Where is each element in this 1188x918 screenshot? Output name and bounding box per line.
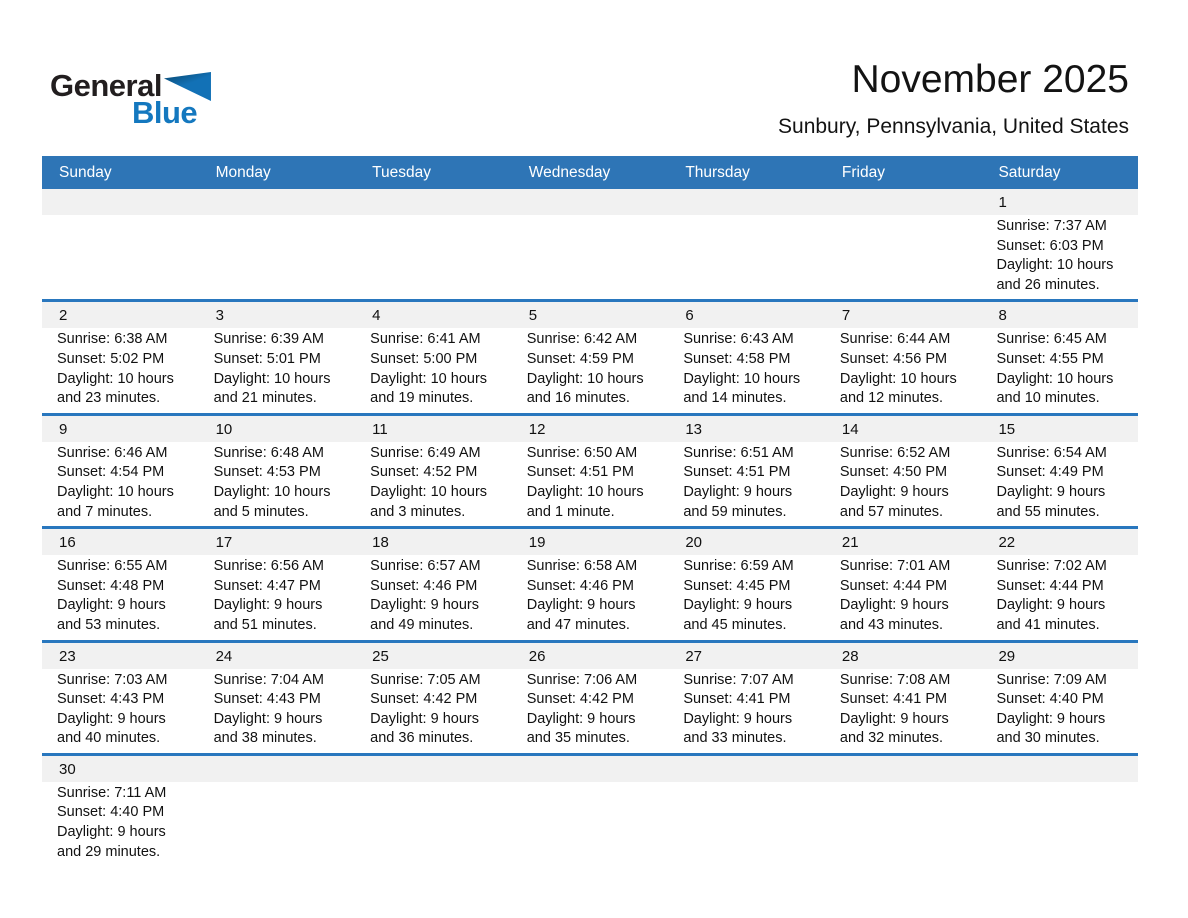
daylight-text-line2: and 16 minutes. <box>526 390 630 407</box>
daylight-text-line2: and 36 minutes. <box>370 730 474 747</box>
daylight-text-line2: and 49 minutes. <box>370 616 474 633</box>
day-info-band <box>42 442 1138 526</box>
day-cell-info <box>668 782 825 866</box>
day-cell-info <box>825 555 982 639</box>
day-number: 21 <box>841 534 859 552</box>
logo-text-blue: Blue <box>132 95 198 130</box>
day-cell-info <box>355 669 512 753</box>
day-info-band <box>42 555 1138 639</box>
daylight-text-line2: and 43 minutes. <box>839 616 944 633</box>
day-cell-info <box>668 442 825 526</box>
day-number: 18 <box>372 534 389 552</box>
day-cell-info <box>825 215 982 299</box>
day-cell-info <box>199 669 356 753</box>
daylight-text-line1: Daylight: 9 hours <box>996 710 1106 727</box>
weekday-header-row <box>42 156 1138 189</box>
day-cell-info <box>668 555 825 639</box>
day-cell-info <box>981 555 1138 639</box>
daylight-text-line2: and 1 minute. <box>526 503 615 520</box>
day-number: 9 <box>59 420 68 438</box>
sunset-text: Sunset: 5:01 PM <box>213 350 321 367</box>
sunset-text: Sunset: 6:03 PM <box>996 237 1104 254</box>
day-cell-info <box>981 215 1138 299</box>
day-number: 3 <box>215 307 224 325</box>
day-number: 14 <box>841 420 859 438</box>
day-number: 13 <box>685 420 702 438</box>
sunrise-text: Sunrise: 7:07 AM <box>683 671 794 688</box>
sunrise-text: Sunrise: 6:51 AM <box>683 444 794 461</box>
day-number: 1 <box>998 194 1007 211</box>
daylight-text-line1: Daylight: 10 hours <box>57 483 174 500</box>
sunset-text: Sunset: 4:47 PM <box>213 577 321 594</box>
sunset-text: Sunset: 4:55 PM <box>996 350 1104 367</box>
sunset-text: Sunset: 4:56 PM <box>839 350 948 367</box>
sunrise-text: Sunrise: 6:58 AM <box>526 558 638 575</box>
day-number: 27 <box>685 647 702 665</box>
sunset-text: Sunset: 4:44 PM <box>996 577 1104 594</box>
daylight-text-line1: Daylight: 9 hours <box>996 597 1106 614</box>
day-number: 26 <box>528 647 546 665</box>
week-row <box>42 526 1138 639</box>
daylight-text-line1: Daylight: 10 hours <box>57 370 174 387</box>
day-number: 15 <box>998 420 1016 438</box>
sunset-text: Sunset: 4:46 PM <box>526 577 634 594</box>
day-cell-info <box>199 215 356 299</box>
sunset-text: Sunset: 4:42 PM <box>526 691 634 708</box>
daylight-text-line2: and 40 minutes. <box>57 730 161 747</box>
daylight-text-line1: Daylight: 9 hours <box>370 597 479 614</box>
day-number <box>42 189 199 215</box>
sunset-text: Sunset: 4:52 PM <box>370 464 478 481</box>
day-cell-info <box>825 669 982 753</box>
daylight-text-line2: and 26 minutes. <box>996 276 1100 293</box>
daylight-text-line1: Daylight: 9 hours <box>213 597 323 614</box>
day-number <box>825 189 982 215</box>
day-cell-info <box>42 555 199 639</box>
weekday-header-wednesday: Wednesday <box>528 163 611 181</box>
daylight-text-line1: Daylight: 10 hours <box>526 370 644 387</box>
day-cell-info <box>981 328 1138 412</box>
daylight-text-line2: and 57 minutes. <box>839 503 944 520</box>
day-info-band <box>42 782 1138 866</box>
week-row <box>42 299 1138 412</box>
day-cell-info <box>355 782 512 866</box>
sunrise-text: Sunrise: 7:04 AM <box>213 671 324 688</box>
day-number-band <box>42 643 1138 669</box>
day-cell-info <box>355 215 512 299</box>
day-cell-info <box>42 442 199 526</box>
daylight-text-line2: and 21 minutes. <box>213 390 317 407</box>
sunrise-text: Sunrise: 7:06 AM <box>526 671 638 688</box>
day-number <box>199 756 356 782</box>
day-number: 2 <box>59 307 68 325</box>
sunrise-text: Sunrise: 6:55 AM <box>57 558 168 575</box>
sunset-text: Sunset: 4:51 PM <box>683 464 791 481</box>
sunset-text: Sunset: 4:51 PM <box>526 464 634 481</box>
daylight-text-line2: and 59 minutes. <box>683 503 787 520</box>
day-number: 19 <box>528 534 546 552</box>
daylight-text-line1: Daylight: 9 hours <box>683 710 793 727</box>
day-number: 8 <box>998 307 1007 325</box>
sunrise-text: Sunrise: 7:05 AM <box>370 671 481 688</box>
sunset-text: Sunset: 4:40 PM <box>57 804 165 821</box>
daylight-text-line1: Daylight: 9 hours <box>57 597 166 614</box>
daylight-text-line2: and 47 minutes. <box>526 616 630 633</box>
daylight-text-line2: and 23 minutes. <box>57 390 161 407</box>
sunrise-text: Sunrise: 6:52 AM <box>839 444 951 461</box>
sunset-text: Sunset: 4:46 PM <box>370 577 478 594</box>
daylight-text-line1: Daylight: 10 hours <box>839 370 957 387</box>
day-number-band <box>42 302 1138 328</box>
day-cell-info <box>199 782 356 866</box>
day-cell-info <box>512 669 669 753</box>
day-cell-info <box>355 328 512 412</box>
sunset-text: Sunset: 4:49 PM <box>996 464 1104 481</box>
sunrise-text: Sunrise: 7:11 AM <box>57 784 167 801</box>
daylight-text-line1: Daylight: 10 hours <box>213 483 331 500</box>
day-number: 5 <box>528 307 538 325</box>
sunset-text: Sunset: 4:48 PM <box>57 577 165 594</box>
day-number-band <box>42 756 1138 782</box>
day-cell-info <box>42 782 199 866</box>
daylight-text-line2: and 30 minutes. <box>996 730 1100 747</box>
sunset-text: Sunset: 4:43 PM <box>57 691 165 708</box>
sunset-text: Sunset: 4:44 PM <box>839 577 948 594</box>
day-number <box>512 756 669 782</box>
daylight-text-line1: Daylight: 10 hours <box>996 370 1114 387</box>
day-number: 6 <box>685 307 694 325</box>
sunset-text: Sunset: 5:00 PM <box>370 350 478 367</box>
daylight-text-line1: Daylight: 10 hours <box>370 483 488 500</box>
daylight-text-line1: Daylight: 9 hours <box>526 597 636 614</box>
sunset-text: Sunset: 5:02 PM <box>57 350 165 367</box>
day-cell-info <box>199 442 356 526</box>
day-cell-info <box>668 669 825 753</box>
sunrise-text: Sunrise: 7:37 AM <box>996 218 1107 234</box>
daylight-text-line1: Daylight: 10 hours <box>996 257 1114 274</box>
week-row <box>42 753 1138 866</box>
daylight-text-line2: and 33 minutes. <box>683 730 787 747</box>
daylight-text-line2: and 3 minutes. <box>370 503 466 520</box>
day-number: 20 <box>685 534 702 552</box>
sunrise-text: Sunrise: 6:50 AM <box>526 444 638 461</box>
page-subtitle: Sunbury, Pennsylvania, United States <box>778 115 1129 138</box>
daylight-text-line2: and 41 minutes. <box>996 616 1100 633</box>
day-number-band <box>42 416 1138 442</box>
daylight-text-line2: and 12 minutes. <box>839 390 944 407</box>
day-cell-info <box>42 669 199 753</box>
day-info-band <box>42 669 1138 753</box>
week-row <box>42 640 1138 753</box>
day-number <box>199 189 356 215</box>
sunset-text: Sunset: 4:45 PM <box>683 577 791 594</box>
daylight-text-line1: Daylight: 9 hours <box>370 710 479 727</box>
day-cell-info <box>42 215 199 299</box>
daylight-text-line1: Daylight: 9 hours <box>839 710 949 727</box>
sunrise-text: Sunrise: 6:41 AM <box>370 331 481 348</box>
day-cell-info <box>199 555 356 639</box>
day-cell-info <box>199 328 356 412</box>
daylight-text-line2: and 55 minutes. <box>996 503 1100 520</box>
sunrise-text: Sunrise: 6:45 AM <box>996 331 1107 348</box>
daylight-text-line1: Daylight: 9 hours <box>839 597 949 614</box>
day-number: 16 <box>59 534 76 552</box>
day-cell-info <box>355 442 512 526</box>
day-number: 17 <box>215 534 233 552</box>
sunset-text: Sunset: 4:58 PM <box>683 350 791 367</box>
day-cell-info <box>512 555 669 639</box>
sunrise-text: Sunrise: 6:54 AM <box>996 444 1107 461</box>
daylight-text-line1: Daylight: 9 hours <box>213 710 323 727</box>
daylight-text-line2: and 29 minutes. <box>57 843 161 860</box>
day-cell-info <box>512 215 669 299</box>
sunrise-text: Sunrise: 6:38 AM <box>57 331 168 348</box>
day-cell-info <box>825 442 982 526</box>
daylight-text-line1: Daylight: 9 hours <box>683 483 793 500</box>
day-number <box>355 756 512 782</box>
day-number: 22 <box>998 534 1016 552</box>
daylight-text-line2: and 10 minutes. <box>996 390 1100 407</box>
sunrise-text: Sunrise: 7:02 AM <box>996 558 1107 575</box>
daylight-text-line1: Daylight: 9 hours <box>996 483 1106 500</box>
calendar-grid <box>42 156 1138 866</box>
daylight-text-line1: Daylight: 10 hours <box>683 370 801 387</box>
daylight-text-line2: and 19 minutes. <box>370 390 474 407</box>
sunset-text: Sunset: 4:42 PM <box>370 691 478 708</box>
day-cell-info <box>981 442 1138 526</box>
weekday-header-friday: Friday <box>841 163 885 181</box>
day-cell-info <box>981 782 1138 866</box>
day-number <box>355 189 512 215</box>
daylight-text-line1: Daylight: 9 hours <box>526 710 636 727</box>
daylight-text-line2: and 32 minutes. <box>839 730 944 747</box>
day-info-band <box>42 215 1138 299</box>
day-number-band <box>42 189 1138 215</box>
daylight-text-line1: Daylight: 10 hours <box>526 483 644 500</box>
day-number: 24 <box>215 647 233 665</box>
day-cell-info <box>668 328 825 412</box>
day-number <box>981 756 1138 782</box>
sunrise-text: Sunrise: 6:57 AM <box>370 558 481 575</box>
day-number <box>668 189 825 215</box>
sunrise-text: Sunrise: 6:56 AM <box>213 558 324 575</box>
sunrise-text: Sunrise: 6:48 AM <box>213 444 324 461</box>
day-number: 7 <box>841 307 851 325</box>
day-number: 11 <box>372 420 388 438</box>
day-cell-info <box>825 782 982 866</box>
daylight-text-line2: and 35 minutes. <box>526 730 630 747</box>
title-block <box>778 57 1129 139</box>
day-cell-info <box>825 328 982 412</box>
daylight-text-line1: Daylight: 9 hours <box>57 710 166 727</box>
day-info-band <box>42 328 1138 412</box>
sunset-text: Sunset: 4:54 PM <box>57 464 165 481</box>
daylight-text-line1: Daylight: 9 hours <box>839 483 949 500</box>
weekday-header-thursday: Thursday <box>685 163 750 181</box>
day-number-band <box>42 529 1138 555</box>
day-cell-info <box>512 782 669 866</box>
general-blue-logo <box>50 68 270 130</box>
sunset-text: Sunset: 4:59 PM <box>526 350 634 367</box>
daylight-text-line2: and 7 minutes. <box>57 503 153 520</box>
day-number: 30 <box>59 760 76 778</box>
day-number: 12 <box>528 420 546 438</box>
week-row <box>42 189 1138 299</box>
sunrise-text: Sunrise: 6:42 AM <box>526 331 638 348</box>
day-number: 4 <box>372 307 381 325</box>
day-cell-info <box>355 555 512 639</box>
sunset-text: Sunset: 4:43 PM <box>213 691 321 708</box>
daylight-text-line2: and 53 minutes. <box>57 616 161 633</box>
sunset-text: Sunset: 4:40 PM <box>996 691 1104 708</box>
sunrise-text: Sunrise: 6:43 AM <box>683 331 794 348</box>
daylight-text-line1: Daylight: 9 hours <box>683 597 793 614</box>
weeks-container <box>42 189 1138 866</box>
sunrise-text: Sunrise: 7:03 AM <box>57 671 168 688</box>
page-title: November 2025 <box>851 58 1129 101</box>
sunset-text: Sunset: 4:41 PM <box>683 691 791 708</box>
sunset-text: Sunset: 4:50 PM <box>839 464 948 481</box>
day-cell-info <box>512 328 669 412</box>
weekday-header-tuesday: Tuesday <box>372 163 432 181</box>
day-cell-info <box>512 442 669 526</box>
daylight-text-line2: and 51 minutes. <box>213 616 317 633</box>
day-number: 23 <box>59 647 76 665</box>
day-cell-info <box>981 669 1138 753</box>
sunrise-text: Sunrise: 7:09 AM <box>996 671 1107 688</box>
weekday-header-monday: Monday <box>215 163 271 181</box>
day-number: 10 <box>215 420 233 438</box>
logo-text-general: General <box>50 68 162 103</box>
day-number: 28 <box>841 647 859 665</box>
sunrise-text: Sunrise: 6:46 AM <box>57 444 168 461</box>
day-cell-info <box>42 328 199 412</box>
weekday-header-saturday: Saturday <box>998 163 1061 181</box>
daylight-text-line1: Daylight: 10 hours <box>213 370 331 387</box>
day-number <box>512 189 669 215</box>
day-number <box>668 756 825 782</box>
day-number <box>825 756 982 782</box>
sunrise-text: Sunrise: 6:49 AM <box>370 444 481 461</box>
daylight-text-line2: and 45 minutes. <box>683 616 787 633</box>
sunrise-text: Sunrise: 6:44 AM <box>839 331 951 348</box>
daylight-text-line1: Daylight: 10 hours <box>370 370 488 387</box>
weekday-header-sunday: Sunday <box>59 163 112 181</box>
sunrise-text: Sunrise: 6:39 AM <box>213 331 324 348</box>
daylight-text-line2: and 14 minutes. <box>683 390 787 407</box>
sunrise-text: Sunrise: 6:59 AM <box>683 558 794 575</box>
daylight-text-line2: and 5 minutes. <box>213 503 309 520</box>
day-number: 29 <box>998 647 1016 665</box>
sunrise-text: Sunrise: 7:08 AM <box>839 671 951 688</box>
sunrise-text: Sunrise: 7:01 AM <box>839 558 951 575</box>
day-number: 25 <box>372 647 389 665</box>
daylight-text-line2: and 38 minutes. <box>213 730 317 747</box>
daylight-text-line1: Daylight: 9 hours <box>57 824 166 841</box>
day-cell-info <box>668 215 825 299</box>
sunset-text: Sunset: 4:41 PM <box>839 691 948 708</box>
week-row <box>42 413 1138 526</box>
sunset-text: Sunset: 4:53 PM <box>213 464 321 481</box>
